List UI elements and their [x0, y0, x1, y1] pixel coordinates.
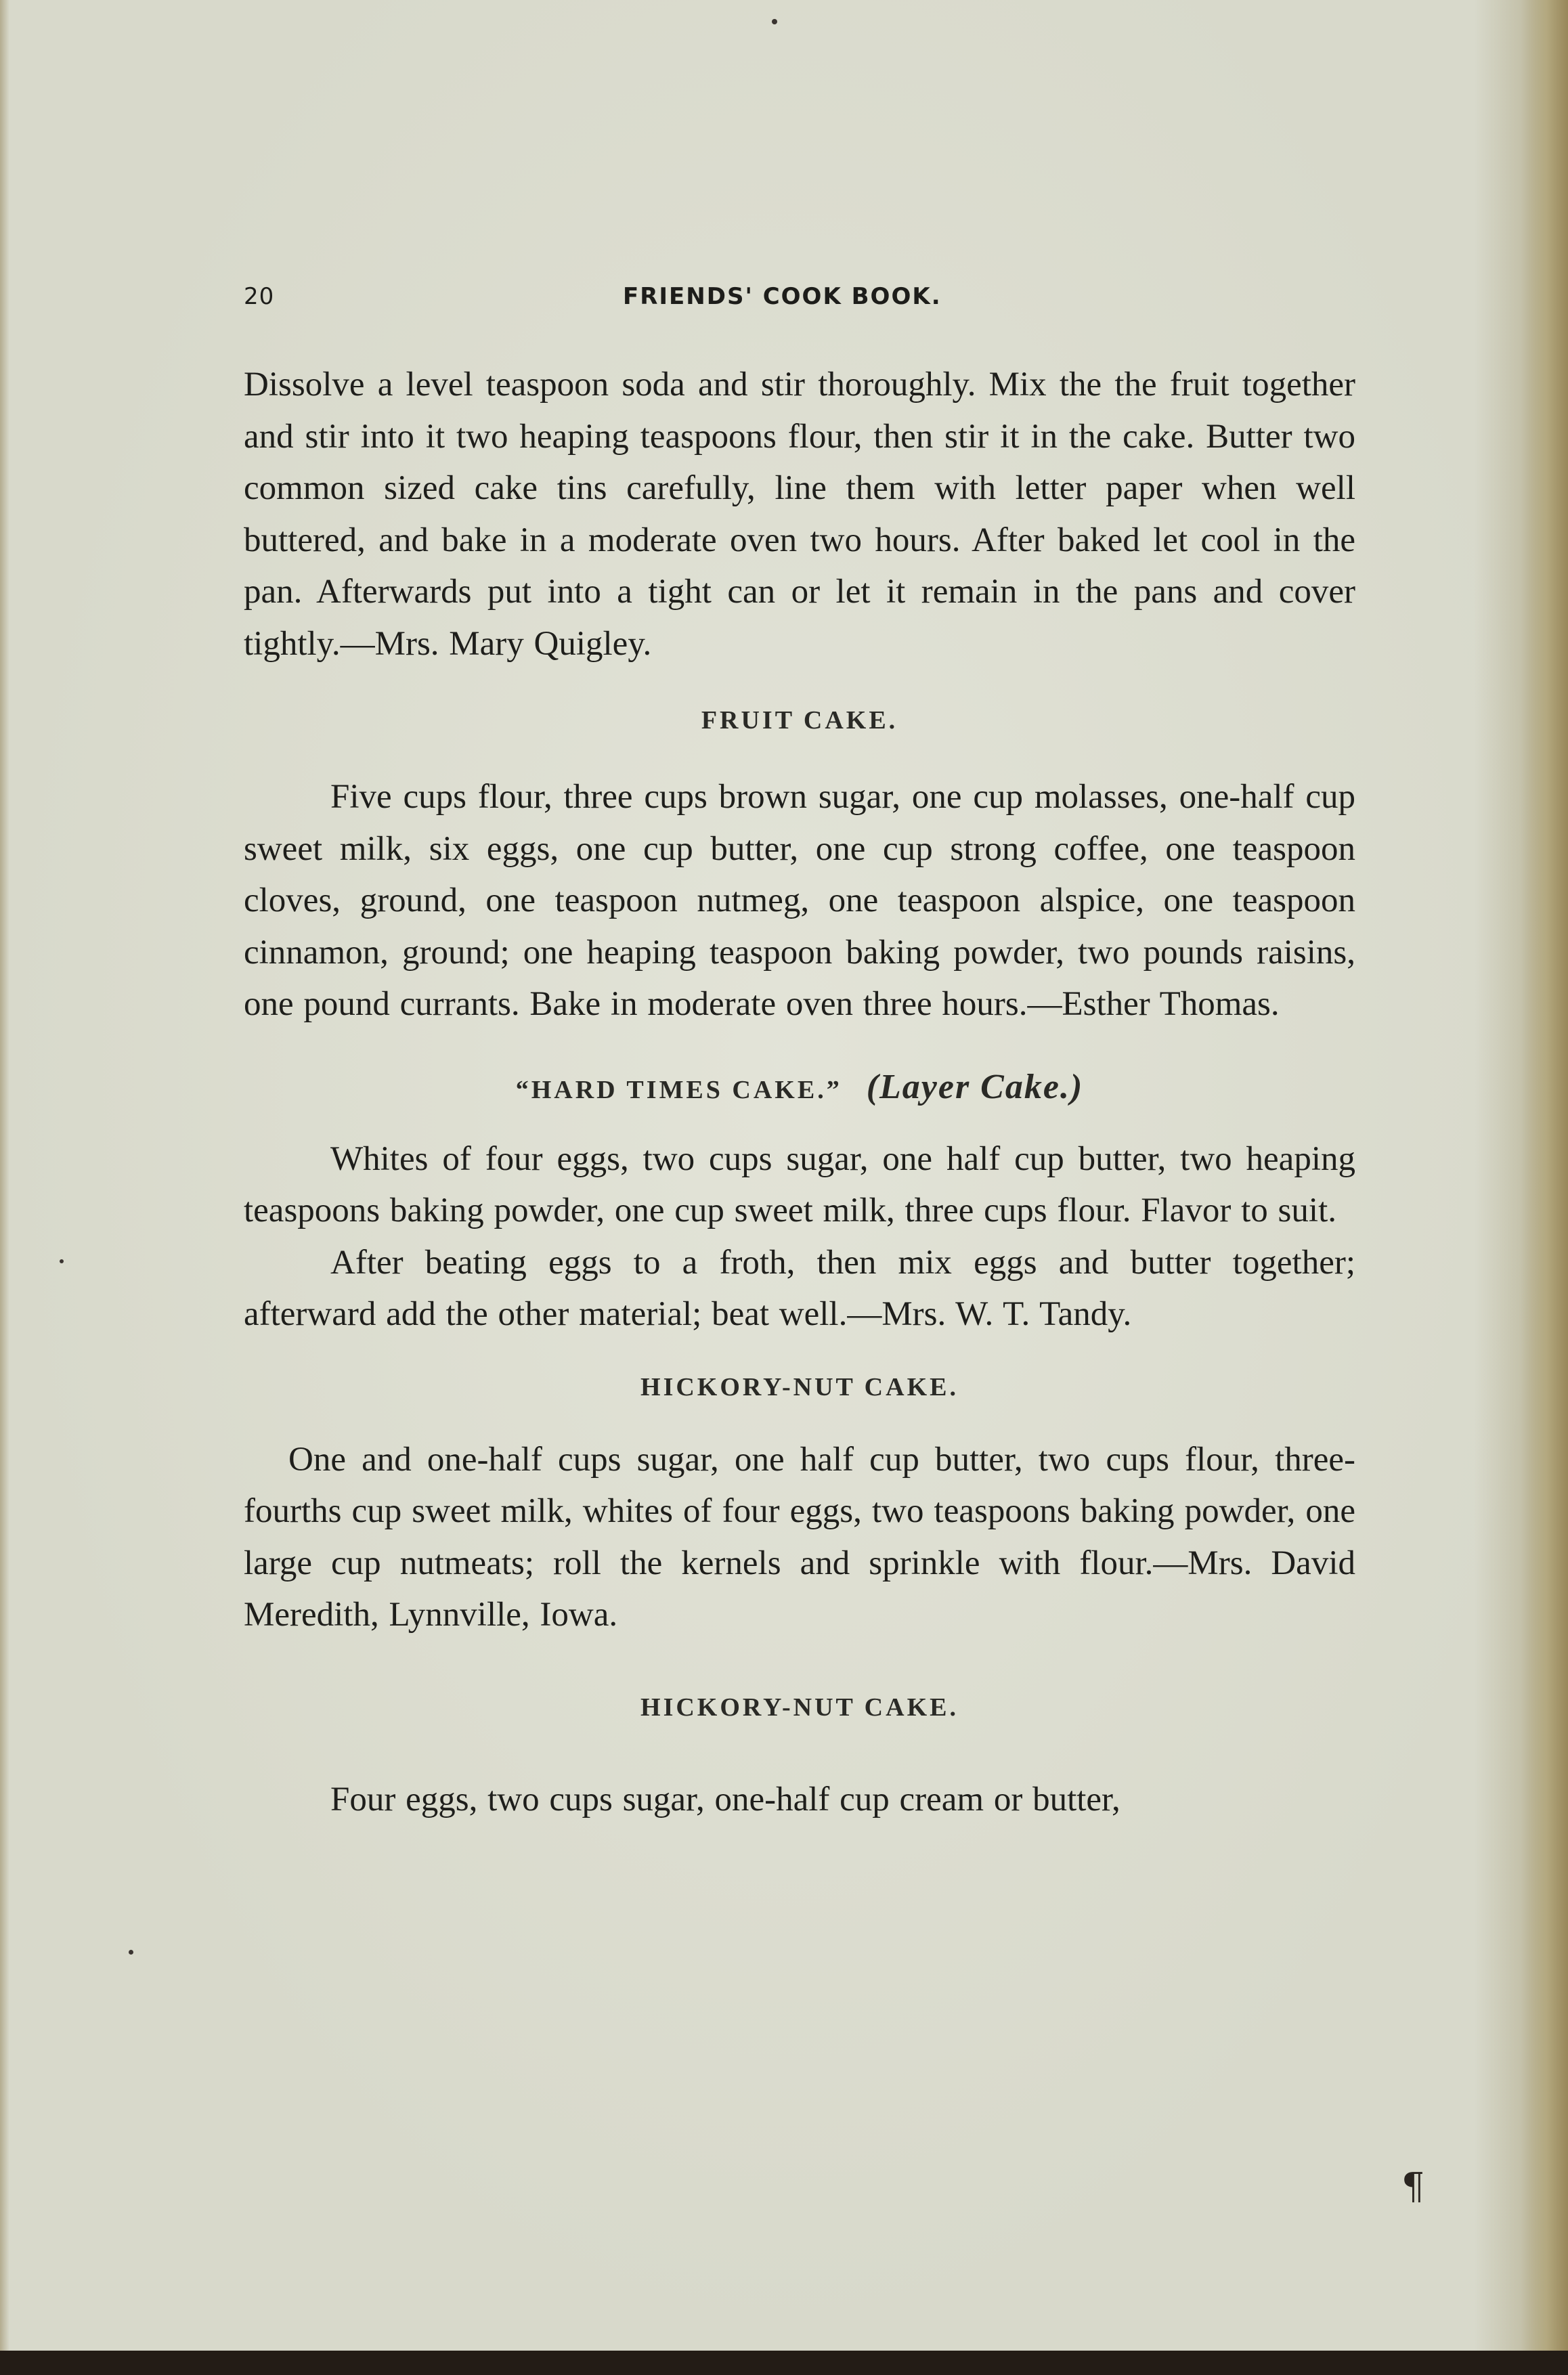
printer-mark-icon: ¶	[1401, 2165, 1425, 2208]
hard-times-cake-paragraph-1: Whites of four eggs, two cups sugar, one half cup butter, two heaping teaspoons baking powder, one cup sweet milk, three cups flour. Flavor to suit.	[244, 1139, 1355, 1229]
hickory-nut-cake-paragraph-1: One and one-half cups sugar, one half cup butter, two cups flour, three-fourths cup sweet milk, whites of four eggs, two teaspoons baking powder, one large cup nutmeats; roll the kernels and sprinkle with flour.—Mrs. David Meredith, Lynnville, Iowa.	[244, 1440, 1355, 1634]
scan-bottom-edge	[0, 2351, 1568, 2375]
page-left-edge	[0, 0, 9, 2351]
fruit-cake-paragraph: Five cups flour, three cups brown sugar, one cup molasses, one-half cup sweet milk, six eggs, one cup butter, one cup strong coffee, one teaspoon cloves, ground, one teaspoon nutmeg, one teaspoon alspice, one teaspoon cinnamon, ground; one heaping teaspoon baking powder, two pounds raisins, one pound currants. Bake in moderate oven three hours.—Esther Thomas.	[244, 778, 1355, 1023]
hard-times-cake-paragraph-2: After beating eggs to a froth, then mix eggs and butter together; afterward add the other material; beat well.—Mrs. W. T. Tandy.	[244, 1243, 1355, 1333]
hickory-nut-cake-heading-2: HICKORY-NUT CAKE.	[640, 1693, 959, 1722]
page-number: 20	[244, 283, 275, 310]
hickory-nut-cake-paragraph-2: Four eggs, two cups sugar, one-half cup cream or butter,	[330, 1780, 1120, 1818]
ink-speck	[129, 1950, 133, 1955]
running-head	[244, 283, 1368, 321]
page-body	[244, 359, 1355, 1825]
hard-times-cake-title: “HARD TIMES CAKE.”	[515, 1075, 842, 1104]
hickory-nut-cake-heading-1: HICKORY-NUT CAKE.	[640, 1372, 959, 1401]
running-title: FRIENDS' COOK BOOK.	[623, 283, 942, 310]
ink-speck	[60, 1259, 64, 1263]
continuation-paragraph: Dissolve a level teaspoon soda and stir thoroughly. Mix the the fruit together and stir into it two heaping teaspoons flour, then stir it in the cake. Butter two common sized cake tins carefully, line them with letter paper when well buttered, and bake in a moderate oven two hours. After baked let cool in the pan. Afterwards put into a tight can or let it remain in the pans and cover tightly.—Mrs. Mary Quigley.	[244, 366, 1355, 663]
fruit-cake-heading: FRUIT CAKE.	[701, 706, 898, 735]
hard-times-cake-subtitle: (Layer Cake.)	[866, 1067, 1084, 1106]
hard-times-cake-heading	[244, 1030, 1355, 1133]
ink-speck	[772, 19, 777, 24]
page-right-edge	[1521, 0, 1568, 2351]
